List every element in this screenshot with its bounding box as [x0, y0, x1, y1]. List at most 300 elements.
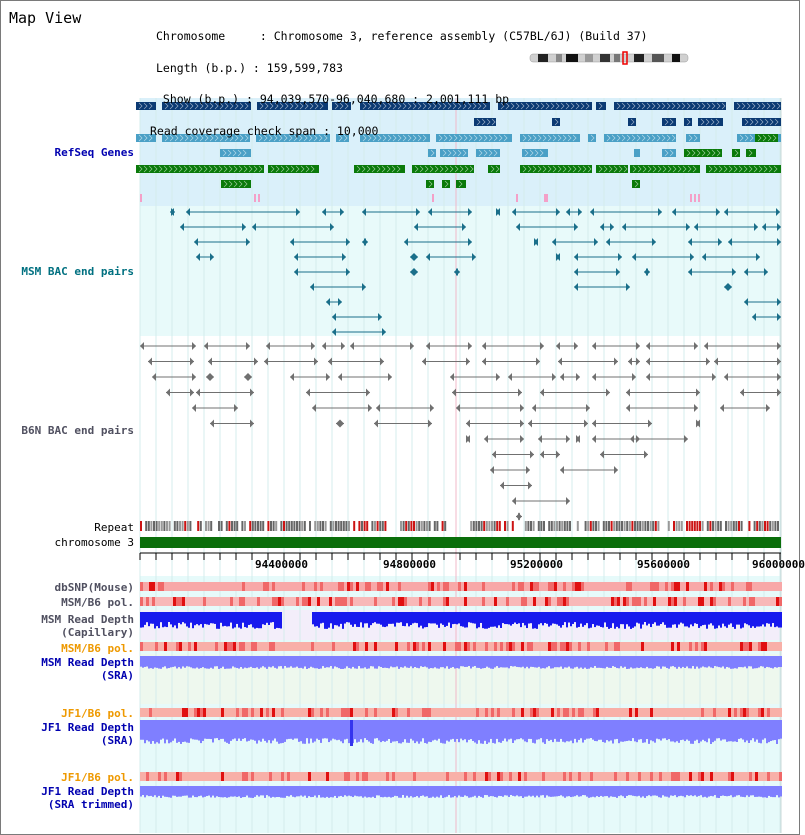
depth-bar — [168, 612, 170, 622]
depth-bar — [660, 786, 662, 798]
depth-bar — [310, 656, 312, 667]
depth-bar — [620, 612, 622, 624]
heat-cell — [422, 642, 425, 651]
repeat-mark — [754, 521, 756, 531]
heat-cell — [251, 708, 254, 717]
heat-cell — [185, 597, 188, 606]
bac-end-left — [720, 404, 724, 412]
heat-cell — [179, 642, 182, 651]
depth-bar — [234, 720, 236, 738]
heat-cell — [410, 597, 413, 606]
heat-cell — [452, 642, 455, 651]
depth-bar — [702, 786, 704, 797]
depth-bar — [570, 720, 572, 741]
repeat-mark — [712, 521, 714, 531]
depth-bar — [222, 720, 224, 739]
heat-cell — [761, 597, 764, 606]
depth-bar — [714, 656, 716, 666]
depth-bar — [508, 612, 510, 624]
depth-bar — [328, 720, 330, 742]
heat-cell — [704, 597, 707, 606]
b6n-bac-label[interactable]: B6N BAC end pairs — [21, 424, 134, 437]
depth-bar — [176, 786, 178, 797]
repeat-mark — [403, 521, 405, 531]
heat-cell — [476, 642, 479, 651]
heat-cell — [239, 772, 242, 781]
heat-cell — [293, 597, 296, 606]
heat-cell — [389, 642, 392, 651]
depth-bar — [198, 786, 200, 796]
jf1-trim-label-1[interactable]: JF1 Read Depth — [41, 785, 134, 798]
jf1-depth-label-1[interactable]: JF1 Read Depth — [41, 721, 134, 734]
heat-cell — [668, 772, 671, 781]
heat-cell — [530, 772, 533, 781]
repeat-mark — [379, 521, 381, 531]
msm-pol-label[interactable]: MSM/B6 pol. — [61, 596, 134, 609]
heat-cell — [293, 642, 296, 651]
heat-cell — [200, 642, 203, 651]
heat-cell — [773, 597, 776, 606]
heat-cell — [452, 772, 455, 781]
depth-bar — [154, 720, 156, 744]
depth-bar — [376, 786, 378, 795]
heat-cell — [449, 772, 452, 781]
heat-cell — [428, 582, 431, 591]
heat-cell — [656, 642, 659, 651]
bac-end-right — [341, 342, 345, 350]
depth-bar — [474, 612, 476, 624]
heat-cell — [335, 708, 338, 717]
depth-bar — [312, 720, 314, 743]
depth-bar — [352, 612, 354, 627]
depth-bar — [462, 656, 464, 666]
heat-cell — [272, 582, 275, 591]
depth-bar — [424, 656, 426, 667]
heat-cell — [707, 642, 710, 651]
depth-bar — [150, 656, 152, 668]
heat-cell — [482, 772, 485, 781]
heat-cell — [533, 597, 536, 606]
depth-bar — [724, 786, 726, 796]
depth-bar — [768, 786, 770, 796]
heat-cell — [146, 772, 149, 781]
heat-cell — [734, 772, 737, 781]
heat-cell — [338, 582, 341, 591]
depth-bar — [560, 786, 562, 795]
heat-cell — [638, 642, 641, 651]
heat-cell — [338, 708, 341, 717]
depth-bar — [418, 720, 420, 744]
heat-cell — [290, 597, 293, 606]
gene-feature — [456, 180, 466, 188]
heat-cell — [509, 642, 512, 651]
depth-bar — [532, 656, 534, 667]
msm-depth-cap-label-1[interactable]: MSM Read Depth — [41, 613, 134, 626]
heat-cell — [368, 642, 371, 651]
heat-cell — [779, 708, 782, 717]
depth-bar — [760, 786, 762, 797]
repeat-mark — [252, 521, 254, 531]
depth-bar — [550, 612, 552, 625]
heat-cell — [374, 582, 377, 591]
heat-cell — [593, 582, 596, 591]
depth-bar — [400, 656, 402, 667]
heat-cell — [572, 642, 575, 651]
heat-cell — [578, 772, 581, 781]
heat-cell — [548, 772, 551, 781]
depth-bar — [242, 786, 244, 797]
depth-bar — [258, 720, 260, 740]
heat-cell — [140, 582, 143, 591]
depth-bar — [602, 656, 604, 668]
depth-bar — [434, 656, 436, 667]
heat-cell — [419, 642, 422, 651]
bac-end-right — [648, 420, 652, 428]
depth-bar — [168, 786, 170, 797]
heat-cell — [485, 772, 488, 781]
depth-bar — [186, 720, 188, 743]
heat-cell — [224, 642, 227, 651]
depth-bar — [144, 612, 146, 625]
depth-bar — [484, 720, 486, 741]
repeat-mark — [348, 521, 350, 531]
heat-cell — [494, 772, 497, 781]
depth-bar — [568, 656, 570, 667]
depth-bar — [484, 612, 486, 629]
heat-cell — [536, 708, 539, 717]
heat-cell — [593, 642, 596, 651]
repeat-mark — [650, 521, 652, 531]
heat-cell — [761, 582, 764, 591]
heat-cell — [377, 582, 380, 591]
depth-bar — [776, 612, 778, 626]
depth-bar — [324, 786, 326, 798]
bac-end-left — [264, 358, 268, 366]
repeat-mark — [145, 521, 147, 531]
heat-cell — [284, 582, 287, 591]
heat-cell — [755, 772, 758, 781]
depth-bar — [680, 612, 682, 623]
depth-bar — [414, 720, 416, 743]
depth-bar — [562, 720, 564, 742]
heat-cell — [560, 597, 563, 606]
depth-bar — [462, 612, 464, 627]
heat-cell — [764, 708, 767, 717]
depth-bar — [582, 612, 584, 627]
heat-cell — [482, 708, 485, 717]
heat-cell — [515, 708, 518, 717]
heat-cell — [581, 582, 584, 591]
heat-cell — [587, 642, 590, 651]
heat-cell — [749, 772, 752, 781]
heat-cell — [383, 772, 386, 781]
msm-bac-label[interactable]: MSM BAC end pairs — [21, 265, 134, 278]
depth-bar — [602, 786, 604, 797]
depth-bar — [732, 786, 734, 797]
depth-bar — [280, 656, 282, 666]
bac-end-left — [422, 358, 426, 366]
repeat-mark — [496, 521, 498, 531]
repeat-mark — [652, 521, 654, 531]
heat-cell — [548, 597, 551, 606]
heat-cell — [488, 582, 491, 591]
depth-bar — [170, 720, 172, 742]
heat-cell — [542, 642, 545, 651]
heat-cell — [614, 708, 617, 717]
bac-end-left — [322, 342, 326, 350]
heat-cell — [236, 772, 239, 781]
heat-cell — [314, 597, 317, 606]
heat-cell — [638, 582, 641, 591]
heat-cell — [215, 708, 218, 717]
heat-cell — [506, 708, 509, 717]
heat-cell — [749, 708, 752, 717]
depth-bar — [278, 612, 280, 628]
heat-cell — [179, 772, 182, 781]
dbsnp-label[interactable]: dbSNP(Mouse) — [54, 581, 134, 594]
depth-bar — [142, 786, 144, 795]
repeat-mark — [371, 521, 373, 531]
bac-end-right — [614, 466, 618, 474]
depth-bar — [542, 720, 544, 742]
repeat-mark — [309, 521, 311, 531]
heat-cell — [461, 708, 464, 717]
heat-cell — [473, 642, 476, 651]
depth-bar — [152, 720, 154, 741]
depth-bar — [146, 786, 148, 795]
repeat-mark — [267, 521, 269, 531]
heat-cell — [380, 772, 383, 781]
heat-cell — [758, 772, 761, 781]
depth-bar — [516, 656, 518, 667]
bac-end-left — [532, 404, 536, 412]
repeat-mark — [140, 521, 142, 531]
bac-end-right — [636, 342, 640, 350]
depth-bar — [502, 612, 504, 623]
heat-cell — [503, 642, 506, 651]
depth-bar — [450, 612, 452, 628]
depth-bar — [588, 720, 590, 739]
heat-cell — [410, 708, 413, 717]
heat-cell — [230, 642, 233, 651]
depth-bar — [734, 612, 736, 629]
heat-cell — [731, 642, 734, 651]
heat-cell — [152, 597, 155, 606]
info-line-chromosome: Chromosome : Chromosome 3, reference assembly (C57BL/6J) (Build 37) — [156, 29, 648, 43]
heat-cell — [278, 597, 281, 606]
bac-end-left — [244, 373, 248, 381]
depth-bar — [330, 656, 332, 666]
heat-cell — [203, 772, 206, 781]
depth-bar — [714, 720, 716, 741]
depth-bar — [764, 720, 766, 738]
depth-bar — [598, 720, 600, 740]
bac-end-left — [600, 451, 604, 459]
depth-bar — [168, 656, 170, 668]
depth-bar — [180, 612, 182, 624]
depth-bar — [424, 786, 426, 797]
heat-cell — [755, 582, 758, 591]
depth-bar — [368, 612, 370, 628]
depth-bar — [316, 656, 318, 668]
bac-end-right — [368, 404, 372, 412]
heat-cell — [221, 772, 224, 781]
depth-bar — [714, 786, 716, 795]
heat-cell — [467, 582, 470, 591]
depth-bar — [498, 786, 500, 796]
heat-cell — [428, 642, 431, 651]
heat-cell — [275, 582, 278, 591]
depth-bar — [772, 720, 774, 740]
msm-pol-2-label[interactable]: MSM/B6 pol. — [61, 642, 134, 655]
bac-end-right — [526, 466, 530, 474]
repeat-mark — [208, 521, 210, 531]
depth-bar — [658, 720, 660, 739]
depth-bar — [336, 786, 338, 798]
heat-cell — [656, 772, 659, 781]
depth-bar — [284, 656, 286, 666]
heat-cell — [209, 708, 212, 717]
depth-bar — [386, 656, 388, 668]
heat-cell — [281, 582, 284, 591]
heat-cell — [284, 772, 287, 781]
heat-cell — [602, 582, 605, 591]
repeat-mark — [319, 521, 321, 531]
bac-end-right — [566, 435, 570, 443]
repeat-mark — [413, 521, 415, 531]
depth-bar — [466, 720, 468, 742]
heat-cell — [524, 642, 527, 651]
heat-cell — [776, 772, 779, 781]
depth-bar — [224, 786, 226, 797]
depth-bar — [530, 656, 532, 667]
heat-cell — [476, 708, 479, 717]
msm-depth-sra-label-1[interactable]: MSM Read Depth — [41, 656, 134, 669]
heat-cell — [305, 582, 308, 591]
heat-cell — [398, 597, 401, 606]
heat-cell — [266, 582, 269, 591]
refseq-genes-label[interactable]: RefSeq Genes — [54, 146, 134, 159]
depth-bar — [214, 656, 216, 666]
depth-bar — [654, 656, 656, 668]
depth-bar — [754, 786, 756, 797]
heat-cell — [719, 708, 722, 717]
heat-cell — [479, 772, 482, 781]
repeat-mark — [182, 521, 184, 531]
depth-bar — [638, 656, 640, 668]
jf1-pol-2-label[interactable]: JF1/B6 pol. — [61, 771, 134, 784]
heat-cell — [179, 597, 182, 606]
depth-bar — [478, 720, 480, 740]
repeat-mark — [304, 521, 306, 531]
depth-bar — [680, 720, 682, 740]
heat-cell — [602, 772, 605, 781]
depth-bar — [482, 786, 484, 798]
depth-bar — [614, 656, 616, 667]
bac-end-left — [724, 373, 728, 381]
heat-cell — [695, 597, 698, 606]
depth-bar — [630, 612, 632, 629]
depth-bar — [520, 656, 522, 667]
depth-bar — [190, 720, 192, 738]
heat-cell — [398, 772, 401, 781]
depth-bar — [658, 786, 660, 797]
repeat-mark — [774, 521, 776, 531]
depth-bar — [586, 786, 588, 797]
heat-cell — [503, 772, 506, 781]
depth-bar — [752, 612, 754, 626]
repeat-mark — [767, 521, 769, 531]
repeat-mark — [504, 521, 506, 531]
depth-bar — [248, 656, 250, 668]
depth-bar — [318, 612, 320, 628]
heat-cell — [695, 708, 698, 717]
depth-bar — [258, 656, 260, 669]
depth-bar — [734, 720, 736, 741]
heat-cell — [419, 772, 422, 781]
depth-bar — [310, 720, 312, 739]
depth-bar — [404, 786, 406, 798]
depth-bar — [618, 786, 620, 796]
depth-bar — [430, 656, 432, 668]
heat-cell — [581, 642, 584, 651]
depth-bar — [472, 656, 474, 667]
depth-bar — [150, 786, 152, 796]
heat-cell — [158, 772, 161, 781]
depth-bar — [580, 612, 582, 624]
heat-cell — [542, 708, 545, 717]
depth-bar — [306, 720, 308, 738]
heat-cell — [485, 708, 488, 717]
heat-cell — [323, 582, 326, 591]
heat-cell — [779, 597, 782, 606]
repeat-mark — [442, 521, 444, 531]
depth-bar — [330, 786, 332, 797]
jf1-pol-label[interactable]: JF1/B6 pol. — [61, 707, 134, 720]
heat-cell — [560, 772, 563, 781]
repeat-mark — [197, 521, 199, 531]
depth-bar — [542, 612, 544, 625]
depth-bar — [380, 656, 382, 667]
depth-bar — [502, 720, 504, 741]
heat-cell — [173, 772, 176, 781]
depth-bar — [536, 612, 538, 629]
depth-bar — [314, 656, 316, 668]
heat-cell — [743, 642, 746, 651]
depth-bar — [464, 786, 466, 795]
depth-bar — [704, 720, 706, 741]
heat-cell — [164, 582, 167, 591]
heat-cell — [317, 708, 320, 717]
heat-cell — [365, 772, 368, 781]
depth-bar — [296, 786, 298, 796]
heat-cell — [146, 708, 149, 717]
heat-cell — [179, 582, 182, 591]
depth-bar — [334, 656, 336, 666]
heat-cell — [212, 597, 215, 606]
depth-bar — [218, 656, 220, 669]
depth-bar — [432, 720, 434, 740]
repeat-mark — [158, 521, 160, 531]
depth-bar — [300, 720, 302, 741]
depth-bar — [356, 720, 358, 743]
depth-bar — [664, 656, 666, 667]
depth-bar — [454, 720, 456, 742]
depth-bar — [692, 612, 694, 626]
heat-cell — [275, 597, 278, 606]
depth-bar — [686, 612, 688, 626]
depth-bar — [282, 656, 284, 669]
